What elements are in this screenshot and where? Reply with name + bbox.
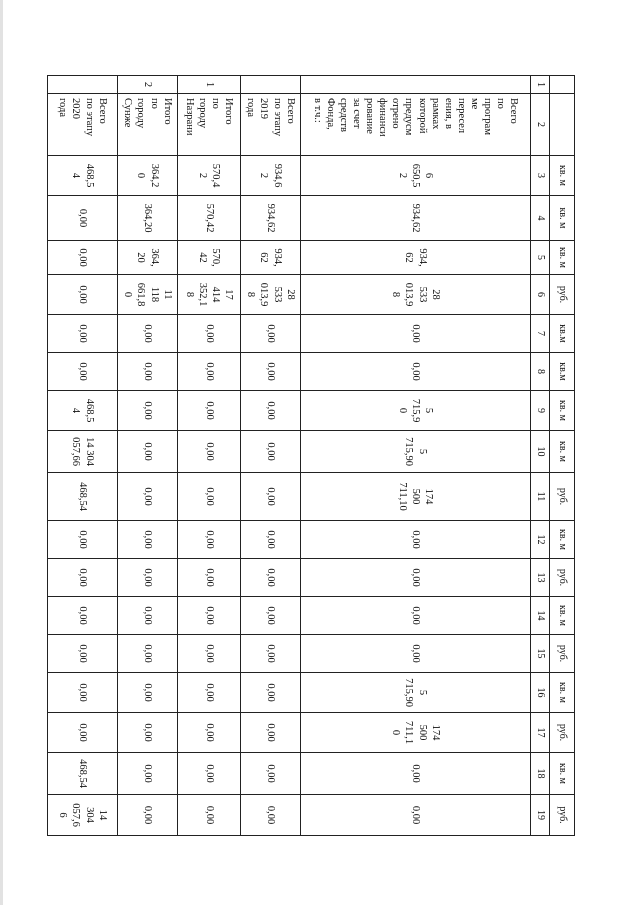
table-cell: 0,00 [301,559,531,597]
column-number: 16 [531,673,550,713]
table-cell: 174 500 711,10 [301,473,531,521]
table-cell: 0,00 [178,597,241,635]
table-cell: 934, 62 [301,241,531,275]
table-cell: 0,00 [48,597,118,635]
table-cell: 0,00 [241,753,301,795]
table-cell: 0,00 [48,635,118,673]
table-row [301,76,531,836]
table-cell: 0,00 [48,241,118,275]
table-cell: 0,00 [301,795,531,836]
table-cell: 0,00 [241,795,301,836]
column-number: 9 [531,391,550,431]
table-cell: 0,00 [241,391,301,431]
table-row [241,76,301,836]
table-cell: 0,00 [118,635,178,673]
table-cell: 0,00 [178,713,241,753]
unit-cell: кв. м [550,241,575,275]
unit-cell: кв. м [550,196,575,241]
table-cell: 0,00 [118,391,178,431]
column-number: 13 [531,559,550,597]
table-cell: 0,00 [301,521,531,559]
table-cell: 0,00 [118,431,178,473]
table-cell: 28 533 013,9 8 [241,275,301,315]
row-number: 2 [118,76,178,94]
unit-cell: руб. [550,795,575,836]
header-units-row [550,76,575,836]
unit-cell: руб. [550,635,575,673]
column-number: 1 [531,76,550,94]
table-cell: 174 500 711,1 0 [301,713,531,753]
row-number [241,76,301,94]
table-cell: 0,00 [301,315,531,353]
row-label: Всего по этапу 2020 года [48,94,118,156]
table-cell: 5 715,90 [301,673,531,713]
table-cell: 570,42 [178,196,241,241]
table-cell: 0,00 [241,353,301,391]
table-row [48,76,118,836]
column-number: 19 [531,795,550,836]
column-number: 10 [531,431,550,473]
table-cell: 0,00 [118,713,178,753]
table-cell: 0,00 [241,521,301,559]
scan-edge-shadow [0,0,3,905]
table-cell: 0,00 [48,196,118,241]
unit-cell: руб. [550,559,575,597]
column-number: 18 [531,753,550,795]
table-cell: 0,00 [118,597,178,635]
table-cell: 0,00 [48,673,118,713]
row-number [48,76,118,94]
table-row [118,76,178,836]
table-cell: 0,00 [178,353,241,391]
table-cell: 364, 20 [118,241,178,275]
table-cell: 0,00 [241,673,301,713]
unit-cell: руб. [550,473,575,521]
table-cell: 570, 42 [178,241,241,275]
unit-cell: кв.м [550,353,575,391]
table-cell: 17 414 352,1 8 [178,275,241,315]
table-cell: 468,5 4 [48,391,118,431]
column-number: 7 [531,315,550,353]
table-cell: 28 533 013,9 8 [301,275,531,315]
table-cell: 6 650,5 2 [301,156,531,196]
table-cell: 0,00 [241,559,301,597]
table-cell: 11 118 661,8 0 [118,275,178,315]
unit-cell: кв. м [550,597,575,635]
table-cell: 14 304 057,6 6 [48,795,118,836]
table-cell: 0,00 [118,795,178,836]
column-number: 15 [531,635,550,673]
table-cell: 0,00 [178,473,241,521]
table-cell: 934,6 2 [241,156,301,196]
unit-cell: кв.м [550,315,575,353]
table-cell: 0,00 [48,315,118,353]
column-number: 12 [531,521,550,559]
table-cell: 0,00 [48,275,118,315]
table-cell: 364,20 [118,196,178,241]
column-number: 17 [531,713,550,753]
table-cell: 0,00 [48,521,118,559]
row-label: Всего по програм ме пересел ения, в рамках которой предусм отрено финанси рование за счет средств Фонда, в т.ч.: [301,94,531,156]
table-cell: 0,00 [301,353,531,391]
table-cell: 0,00 [48,713,118,753]
table-cell: 0,00 [178,315,241,353]
row-label: Итого по городу Сунже [118,94,178,156]
column-number: 6 [531,275,550,315]
resettlement-table [47,75,575,836]
unit-cell: кв. м [550,521,575,559]
table-cell: 0,00 [178,753,241,795]
table-cell: 364,2 0 [118,156,178,196]
rotated-table-page [50,75,575,835]
table-cell: 0,00 [178,673,241,713]
row-number [301,76,531,94]
table-cell: 0,00 [241,597,301,635]
column-number: 14 [531,597,550,635]
unit-cell: кв. м [550,753,575,795]
column-number: 8 [531,353,550,391]
table-cell: 934, 62 [241,241,301,275]
table-cell: 468,54 [48,473,118,521]
table-cell: 0,00 [178,391,241,431]
unit-cell: кв. м [550,673,575,713]
table-cell: 5 715,9 0 [301,391,531,431]
unit-cell: руб. [550,713,575,753]
table-cell: 0,00 [48,559,118,597]
row-label: Всего по этапу 2019 года [241,94,301,156]
column-number: 11 [531,473,550,521]
table-cell: 0,00 [118,353,178,391]
table-cell: 0,00 [178,521,241,559]
table-cell: 0,00 [118,753,178,795]
table-cell: 0,00 [241,635,301,673]
column-number: 3 [531,156,550,196]
table-cell: 0,00 [301,635,531,673]
column-number: 2 [531,94,550,156]
table-cell: 0,00 [301,597,531,635]
table-cell: 934,62 [241,196,301,241]
table-cell: 570,4 2 [178,156,241,196]
table-cell: 0,00 [178,635,241,673]
column-number: 4 [531,196,550,241]
row-number: 1 [178,76,241,94]
unit-cell: кв. м [550,391,575,431]
table-cell: 0,00 [301,753,531,795]
unit-cell [550,76,575,94]
header-numbers-row [531,76,550,836]
table-cell: 934,62 [301,196,531,241]
unit-cell: кв. м [550,156,575,196]
table-cell: 0,00 [178,559,241,597]
table-cell: 0,00 [118,473,178,521]
table-cell: 5 715,90 [301,431,531,473]
table-cell: 14 304 057,66 [48,431,118,473]
column-number: 5 [531,241,550,275]
table-cell: 468,54 [48,753,118,795]
table-cell: 0,00 [241,431,301,473]
table-cell: 0,00 [241,713,301,753]
table-cell: 0,00 [118,315,178,353]
table-cell: 0,00 [241,473,301,521]
row-label: Итого по городу Назрани [178,94,241,156]
table-cell: 0,00 [118,559,178,597]
table-cell: 0,00 [178,431,241,473]
table-cell: 0,00 [118,521,178,559]
table-cell: 0,00 [48,353,118,391]
table-cell: 0,00 [241,315,301,353]
table-cell: 0,00 [118,673,178,713]
table-row [178,76,241,836]
unit-cell: руб. [550,275,575,315]
table-cell: 468,5 4 [48,156,118,196]
table-cell: 0,00 [178,795,241,836]
unit-cell [550,94,575,156]
unit-cell: кв. м [550,431,575,473]
